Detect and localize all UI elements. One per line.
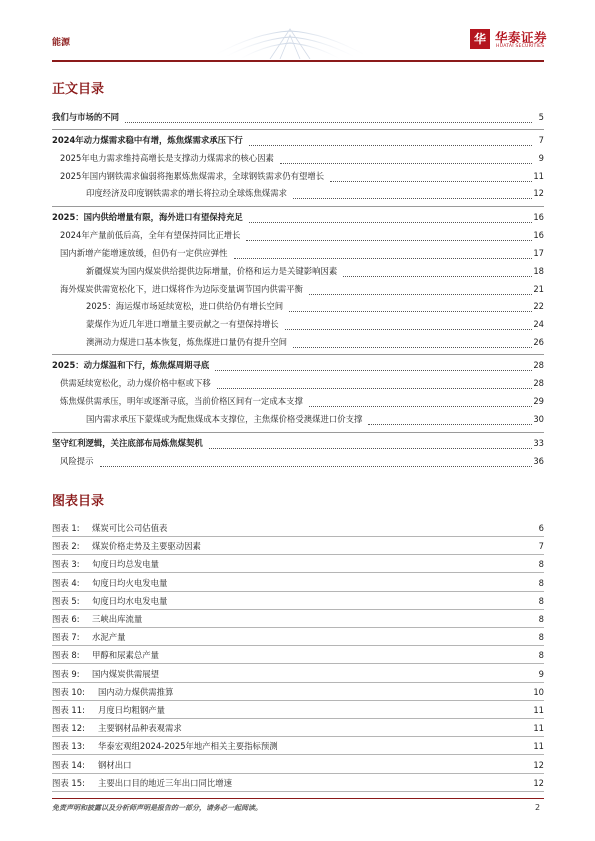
toc-entry-page: 18 (533, 266, 544, 276)
header-rule (52, 60, 544, 62)
figure-entry-text: 国内动力煤供需推算 (98, 686, 174, 697)
figure-entry-label: 图表 12: (52, 723, 85, 734)
toc-group-divider (52, 129, 544, 130)
footer-rule (52, 798, 544, 799)
figure-entry[interactable] (52, 557, 544, 572)
figure-entry[interactable] (52, 648, 544, 663)
toc-entry-text: 2025：动力煤温和下行，炼焦煤周期寻底 (52, 360, 210, 370)
figure-entry-label: 图表 10: (52, 686, 85, 697)
toc-entry[interactable] (52, 133, 544, 148)
figure-entry-page: 11 (533, 741, 544, 752)
figure-entry[interactable] (52, 685, 544, 700)
figure-entry-page: 10 (533, 686, 544, 697)
figure-row-divider (52, 609, 544, 610)
figure-row-divider (52, 791, 544, 792)
figure-entry-label: 图表 14: (52, 759, 85, 770)
figure-entry-page: 11 (533, 723, 544, 734)
toc-entry[interactable] (52, 454, 544, 469)
figure-entry-page: 12 (533, 759, 544, 770)
toc-entry-text: 2025年国内钢铁需求偏弱将拖累炼焦煤需求，全球钢铁需求仍有望增长 (60, 171, 325, 181)
figures-title: 图表目录 (52, 494, 105, 509)
toc-entry-page: 26 (533, 337, 544, 347)
figure-entry-page: 6 (538, 523, 544, 533)
figure-row-divider (52, 572, 544, 573)
toc-leader-dots (217, 388, 532, 389)
toc-entry-page: 28 (533, 360, 544, 370)
figure-entry-text: 钢材出口 (98, 759, 132, 770)
toc-leader-dots (100, 466, 532, 467)
figure-entry-page: 8 (538, 632, 544, 643)
figure-entry-page: 11 (533, 705, 544, 715)
toc-entry[interactable] (52, 317, 544, 332)
figure-entry[interactable] (52, 739, 544, 754)
toc-leader-dots (249, 222, 532, 223)
figure-entry-page: 8 (538, 614, 544, 624)
toc-leader-dots (368, 424, 532, 425)
figure-entry-text: 国内煤炭供需展望 (92, 668, 159, 679)
page-number: 2 (535, 803, 541, 812)
toc-group-divider (52, 354, 544, 355)
toc-entry-page: 29 (533, 396, 544, 406)
figure-entry[interactable] (52, 703, 544, 718)
toc-leader-dots (215, 370, 532, 371)
footer-disclaimer: 免责声明和披露以及分析师声明是报告的一部分，请务必一起阅读。 (52, 804, 262, 812)
figure-entry-text: 主要出口目的地近三年出口同比增速 (98, 777, 232, 788)
toc-leader-dots (280, 163, 532, 164)
figure-entry-text: 旬度日均总发电量 (92, 559, 159, 570)
figure-entry-label: 图表 4: (52, 577, 80, 588)
toc-entry-page: 28 (533, 378, 544, 388)
toc-leader-dots (293, 198, 532, 199)
figure-row-divider (52, 700, 544, 701)
toc-entry-page: 30 (533, 414, 544, 424)
toc-entry-page: 33 (533, 438, 544, 448)
toc-entry[interactable] (52, 282, 544, 297)
figure-entry-label: 图表 11: (52, 705, 85, 715)
toc-entry[interactable] (52, 110, 544, 125)
toc-entry-page: 24 (533, 319, 544, 329)
toc-entry-text: 印度经济及印度钢铁需求的增长将拉动全球炼焦煤需求 (86, 188, 287, 198)
toc-leader-dots (330, 181, 532, 182)
toc-entry[interactable] (52, 376, 544, 391)
toc-entry[interactable] (52, 335, 544, 350)
figure-entry-label: 图表 7: (52, 632, 80, 643)
toc-entry-page: 17 (533, 248, 544, 258)
toc-entry-page: 21 (533, 284, 544, 294)
company-logo-name: 华泰证券 (495, 30, 548, 45)
figure-entry-page: 9 (538, 668, 544, 679)
toc-entry-text: 海外煤炭供需宽松化下，进口煤将作为边际变量调节国内供需平衡 (60, 284, 303, 294)
figure-entry[interactable] (52, 630, 544, 645)
toc-entry-page: 16 (533, 212, 544, 222)
toc-entry-text: 2024年产量前低后高，全年有望保持同比正增长 (60, 230, 241, 240)
toc-entry-text: 2025：国内供给增量有限，海外进口有望保持充足 (52, 212, 243, 222)
figure-entry[interactable] (52, 667, 544, 682)
figure-entry-label: 图表 5: (52, 595, 80, 606)
toc-entry[interactable] (52, 299, 544, 314)
toc-entry-text: 风险提示 (60, 456, 94, 466)
figure-entry-text: 旬度日均水电发电量 (92, 595, 168, 606)
figure-entry-page: 8 (538, 595, 544, 606)
toc-leader-dots (285, 329, 532, 330)
figure-entry-page: 12 (533, 777, 544, 788)
figure-entry-text: 三峡出库流量 (92, 614, 143, 624)
figure-row-divider (52, 645, 544, 646)
figure-row-divider (52, 718, 544, 719)
figure-entry-label: 图表 3: (52, 559, 80, 570)
figure-entry-label: 图表 15: (52, 777, 85, 788)
figure-row-divider (52, 554, 544, 555)
figure-entry-page: 8 (538, 577, 544, 588)
toc-entry-page: 22 (533, 301, 544, 311)
figure-entry[interactable] (52, 612, 544, 627)
company-logo-english: HUATAI SECURITIES (496, 44, 545, 49)
toc-entry-text: 新疆煤炭为国内煤炭供给提供边际增量，价格和运力是关键影响因素 (86, 266, 338, 276)
figure-row-divider (52, 682, 544, 683)
figure-entry[interactable] (52, 776, 544, 791)
figure-entry-page: 8 (538, 650, 544, 661)
figure-entry[interactable] (52, 521, 544, 536)
toc-entry[interactable] (52, 412, 544, 427)
toc-entry-page: 7 (538, 135, 544, 145)
toc-entry-page: 11 (533, 171, 544, 181)
toc-entry[interactable] (52, 228, 544, 243)
toc-entry-text: 澳洲动力煤进口基本恢复，炼焦煤进口量仍有提升空间 (86, 337, 287, 347)
figure-entry[interactable] (52, 758, 544, 773)
figure-row-divider (52, 773, 544, 774)
figure-entry[interactable] (52, 539, 544, 554)
toc-entry-text: 国内新增产能增速放缓，但仍有一定供应弹性 (60, 248, 228, 258)
toc-entry-text: 国内需求承压下蒙煤或为配焦煤成本支撑位，主焦煤价格受澳煤进口价支撑 (86, 414, 363, 424)
figure-entry-text: 煤炭价格走势及主要驱动因素 (92, 541, 201, 552)
toc-leader-dots (234, 258, 532, 259)
toc-entry[interactable] (52, 210, 544, 225)
figure-entry[interactable] (52, 594, 544, 609)
toc-entry-text: 我们与市场的不同 (52, 112, 119, 122)
toc-leader-dots (125, 122, 532, 123)
figure-entry-text: 华泰宏观组2024-2025年地产相关主要指标预测 (98, 741, 278, 752)
figure-entry[interactable] (52, 721, 544, 736)
huatai-logo-icon: 华 (470, 29, 490, 49)
toc-entry-text: 2024年动力煤需求稳中有增，炼焦煤需求承压下行 (52, 135, 243, 145)
toc-leader-dots (249, 145, 532, 146)
figure-entry-label: 图表 9: (52, 668, 80, 679)
figure-entry-text: 月度日均粗钢产量 (98, 705, 165, 715)
toc-leader-dots (309, 294, 532, 295)
figure-row-divider (52, 591, 544, 592)
toc-entry-page: 16 (533, 230, 544, 240)
figure-entry-label: 图表 8: (52, 650, 80, 661)
figure-entry-label: 图表 1: (52, 523, 80, 533)
toc-leader-dots (293, 347, 532, 348)
toc-entry-text: 蒙煤作为近几年进口增量主要贡献之一有望保持增长 (86, 319, 279, 329)
figure-entry-text: 主要钢材品种表观需求 (98, 723, 182, 734)
toc-leader-dots (246, 240, 532, 241)
toc-entry[interactable] (52, 169, 544, 184)
toc-entry[interactable] (52, 246, 544, 261)
figure-entry-label: 图表 13: (52, 741, 85, 752)
figure-entry-label: 图表 2: (52, 541, 80, 552)
figure-entry-text: 水泥产量 (92, 632, 126, 643)
figure-entry-text: 旬度日均火电发电量 (92, 577, 168, 588)
figure-entry-label: 图表 6: (52, 614, 80, 624)
figure-row-divider (52, 754, 544, 755)
toc-entry-text: 坚守红利逻辑，关注底部布局炼焦煤契机 (52, 438, 203, 448)
toc-entry-text: 2025：海运煤市场延续宽松，进口供给仍有增长空间 (86, 301, 284, 311)
toc-leader-dots (289, 311, 532, 312)
toc-entry-page: 5 (538, 112, 544, 122)
toc-entry[interactable] (52, 436, 544, 451)
figure-row-divider (52, 627, 544, 628)
figure-entry-text: 甲醇和尿素总产量 (92, 650, 159, 661)
toc-entry[interactable] (52, 186, 544, 201)
figure-row-divider (52, 536, 544, 537)
toc-leader-dots (209, 448, 532, 449)
figure-entry-page: 8 (538, 559, 544, 570)
figure-row-divider (52, 663, 544, 664)
header-section-label: 能源 (52, 38, 71, 48)
figure-entry-page: 7 (538, 541, 544, 552)
toc-entry-page: 36 (533, 456, 544, 466)
toc-entry[interactable] (52, 358, 544, 373)
toc-leader-dots (343, 276, 532, 277)
toc-entry-text: 炼焦煤供需承压，明年或逐渐寻底，当前价格区间有一定成本支撑 (60, 396, 303, 406)
toc-entry-page: 12 (533, 188, 544, 198)
toc-leader-dots (309, 406, 532, 407)
toc-entry-text: 供需延续宽松化，动力煤价格中枢或下移 (60, 378, 211, 388)
figure-row-divider (52, 736, 544, 737)
toc-entry[interactable] (52, 151, 544, 166)
figure-entry-text: 煤炭可比公司估值表 (92, 523, 168, 533)
toc-title: 正文目录 (52, 82, 105, 97)
toc-entry[interactable] (52, 394, 544, 409)
toc-entry-page: 9 (538, 153, 544, 163)
toc-group-divider (52, 206, 544, 207)
toc-entry[interactable] (52, 264, 544, 279)
header-watermark-graphic (215, 25, 365, 59)
figure-entry[interactable] (52, 576, 544, 591)
toc-group-divider (52, 432, 544, 433)
toc-entry-text: 2025年电力需求维持高增长是支撑动力煤需求的核心因素 (60, 153, 274, 163)
